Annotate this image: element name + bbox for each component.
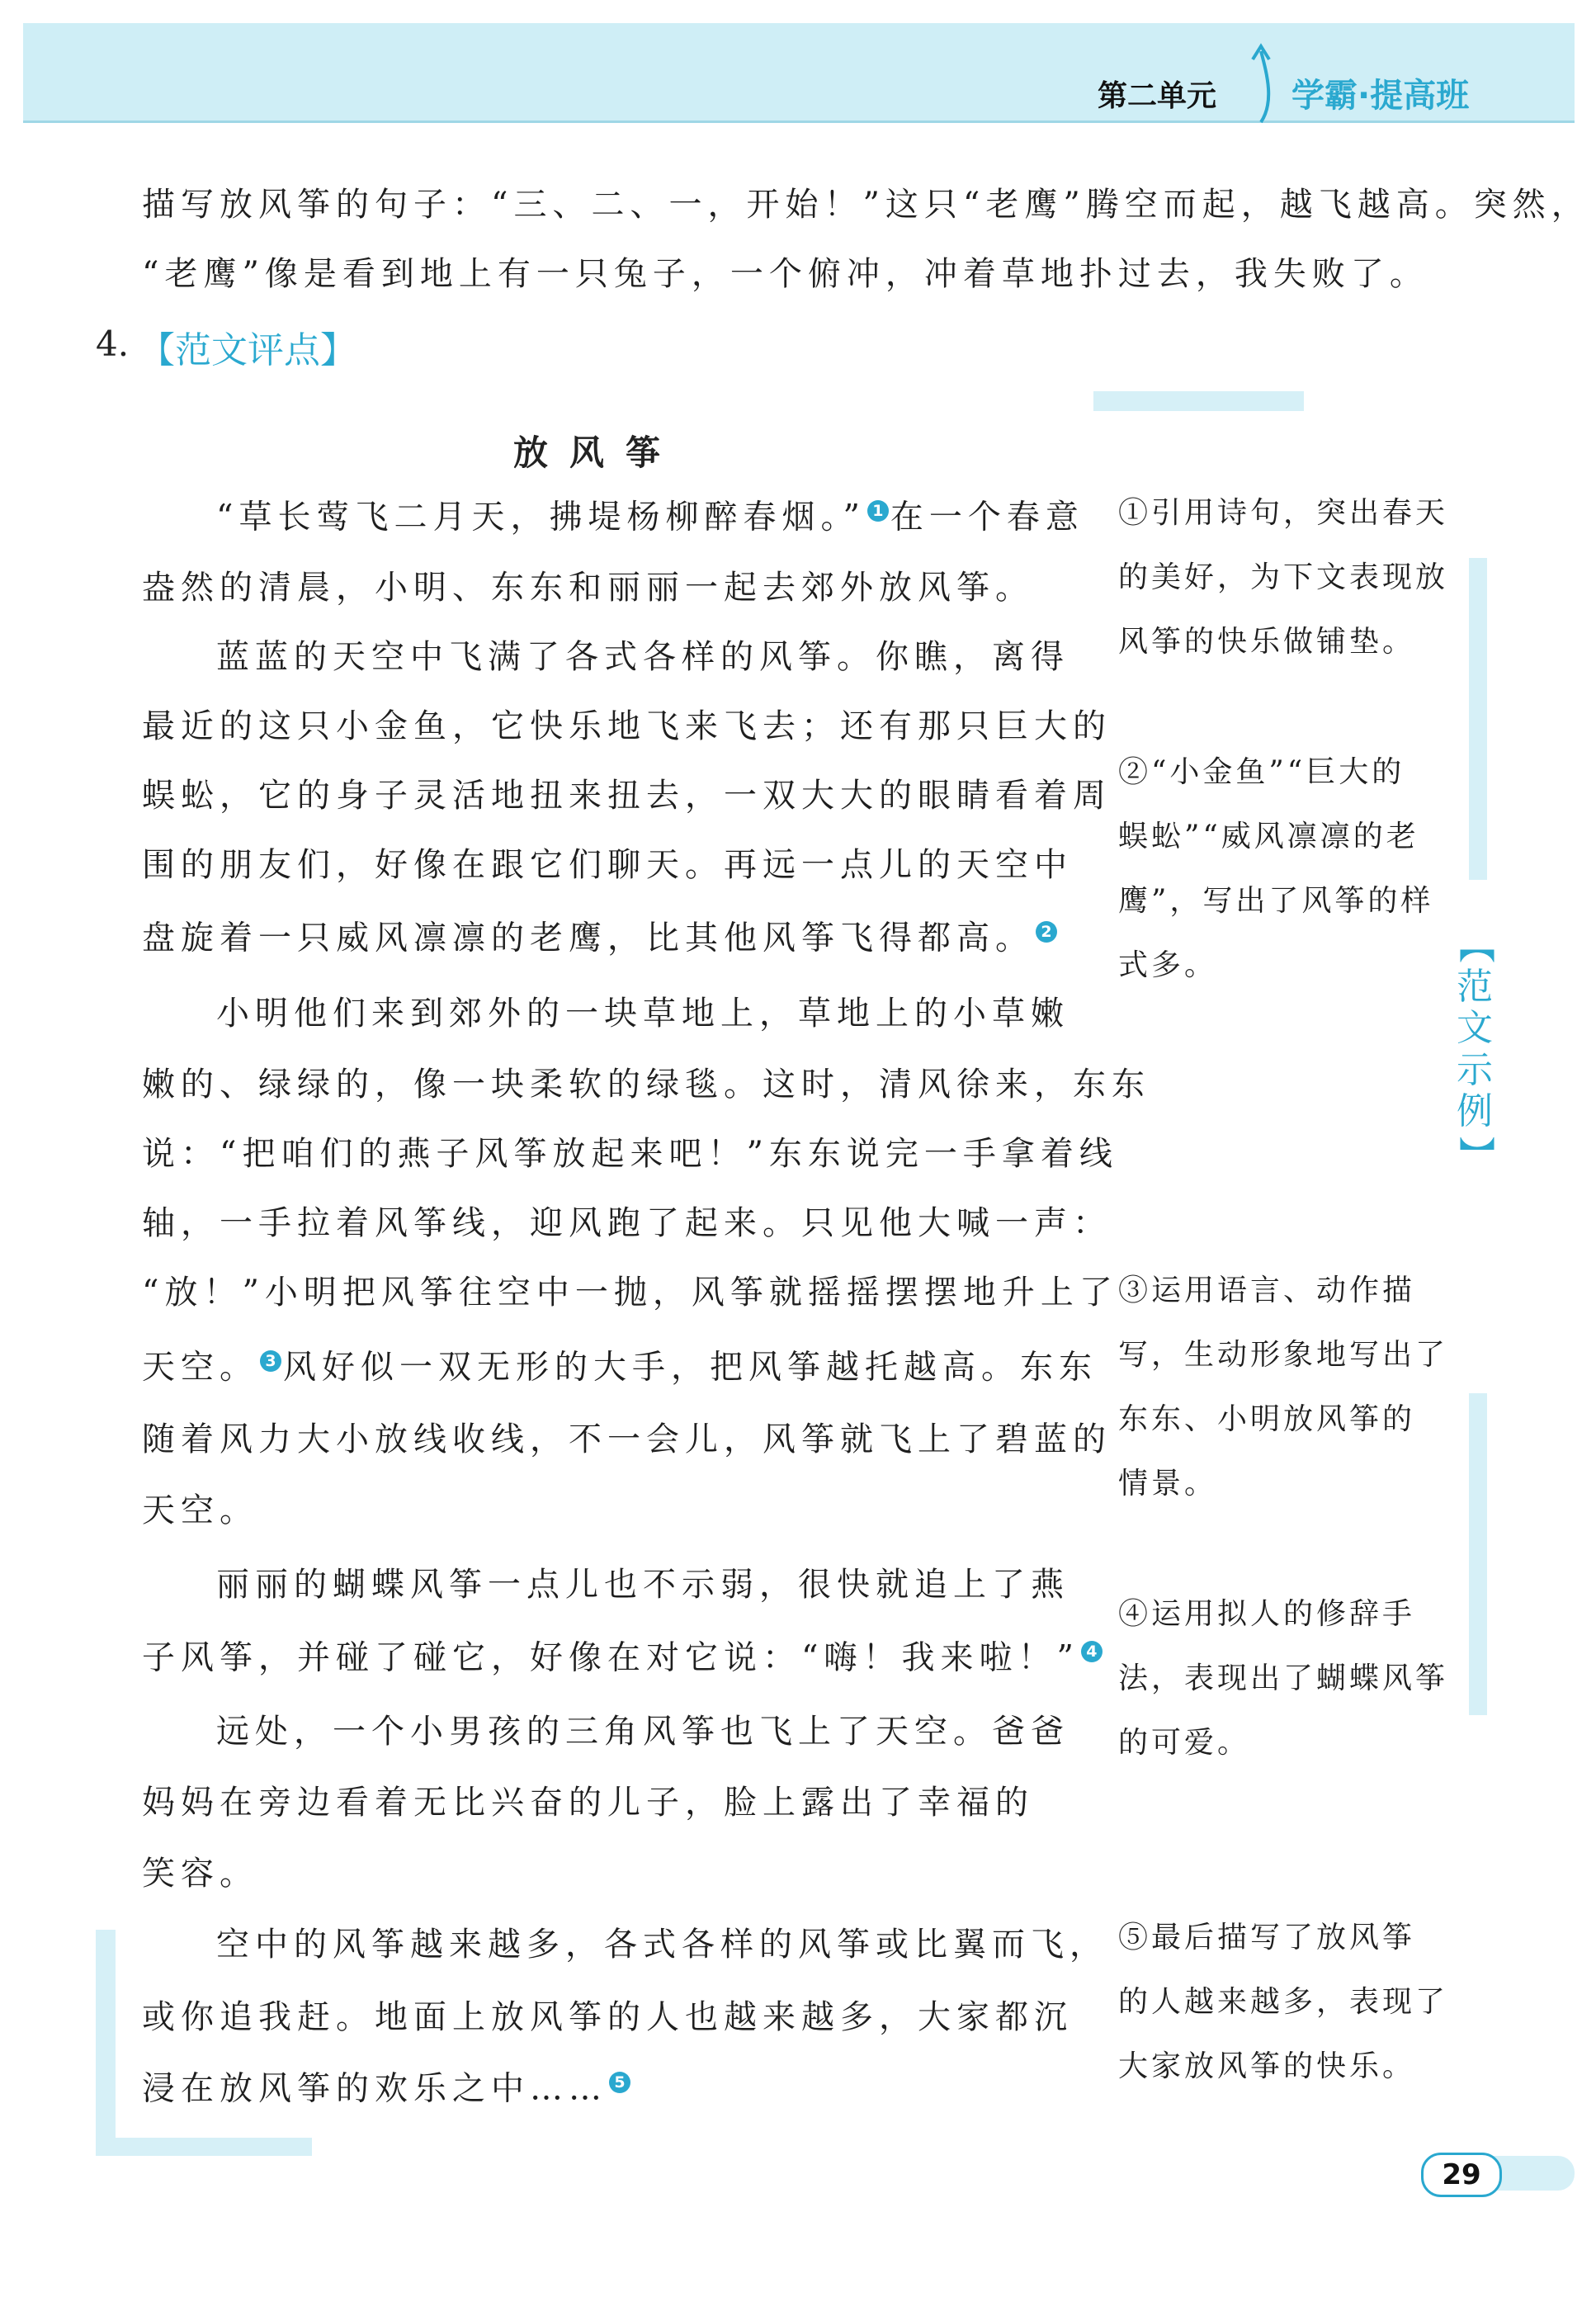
annotation-marker-3: 3 bbox=[260, 1350, 281, 1372]
note-1-line: 风筝的快乐做铺垫。 bbox=[1118, 625, 1416, 659]
note-2-line: 式多。 bbox=[1118, 948, 1218, 982]
side-bar-top bbox=[1469, 558, 1487, 880]
essay-line: 或你追我赶。地面上放风筝的人也越来越多，大家都沉 bbox=[142, 1998, 1073, 2036]
essay-line: 子风筝，并碰了碰它，好像在对它说：“嗨！我来啦！” 4 bbox=[142, 1641, 1104, 1674]
essay-line: 丽丽的蝴蝶风筝一点儿也不示弱，很快就追上了燕 bbox=[216, 1566, 1070, 1604]
note-1-line: ①引用诗句，突出春天 bbox=[1118, 496, 1449, 530]
note-3-line: 情景。 bbox=[1118, 1467, 1218, 1501]
essay-line: 蜈蚣，它的身子灵活地扭来扭去，一双大大的眼睛看着周 bbox=[142, 777, 1112, 815]
essay-line: 笑容。 bbox=[142, 1855, 258, 1893]
annotation-marker-1: 1 bbox=[867, 500, 889, 522]
note-3-line: 写，生动形象地写出了 bbox=[1118, 1338, 1449, 1372]
essay-line: 空中的风筝越来越多，各式各样的风筝或比翼而飞， bbox=[216, 1926, 1108, 1964]
essay-line: 嫩的、绿绿的，像一块柔软的绿毯。这时，清风徐来，东东 bbox=[142, 1066, 1150, 1104]
annotation-marker-2: 2 bbox=[1036, 921, 1057, 943]
brand-label: 学霸·提高班 bbox=[1291, 77, 1470, 115]
note-2-line: ②“小金鱼”“巨大的 bbox=[1118, 755, 1405, 789]
essay-line: 小明他们来到郊外的一块草地上，草地上的小草嫩 bbox=[216, 995, 1070, 1033]
item-number: 4. bbox=[96, 324, 130, 364]
note-1-line: 的美好，为下文表现放 bbox=[1118, 560, 1449, 594]
note-3-line: 东东、小明放风筝的 bbox=[1118, 1402, 1416, 1436]
note-5-line: 的人越来越多，表现了 bbox=[1118, 1985, 1449, 2019]
corner-decoration-horizontal bbox=[96, 2138, 312, 2156]
note-2-line: 鹰”，写出了风筝的样 bbox=[1118, 884, 1434, 918]
side-bar-bottom bbox=[1469, 1393, 1487, 1715]
note-4-line: ④运用拟人的修辞手 bbox=[1118, 1597, 1416, 1631]
note-4-line: 的可爱。 bbox=[1118, 1726, 1251, 1760]
essay-line: 盎然的清晨，小明、东东和丽丽一起去郊外放风筝。 bbox=[142, 569, 1034, 607]
item-tag: 【范文评点】 bbox=[139, 329, 357, 371]
essay-line: “草长莺飞二月天，拂堤杨柳醉春烟。” 1 在一个春意 bbox=[216, 498, 1084, 536]
note-5-line: 大家放风筝的快乐。 bbox=[1118, 2049, 1416, 2083]
note-5-line: ⑤最后描写了放风筝 bbox=[1118, 1921, 1416, 1954]
annotation-marker-5: 5 bbox=[609, 2072, 630, 2093]
essay-line: 妈妈在旁边看着无比兴奋的儿子，脸上露出了幸福的 bbox=[142, 1784, 1034, 1822]
side-tab-label: 【 范 文 示 例 】 bbox=[1454, 927, 1497, 1173]
essay-line: 盘旋着一只威风凛凛的老鹰，比其他风筝飞得都高。 2 bbox=[142, 921, 1059, 954]
essay-line: 最近的这只小金鱼，它快乐地飞来飞去；还有那只巨大的 bbox=[142, 707, 1112, 745]
note-2-line: 蜈蚣”“威风凛凛的老 bbox=[1118, 820, 1419, 853]
note-4-line: 法，表现出了蝴蝶风筝 bbox=[1118, 1661, 1449, 1695]
intro-line-2: “老鹰”像是看到地上有一只兔子，一个俯冲，冲着草地扑过去，我失败了。 bbox=[142, 255, 1428, 293]
page-number: 29 bbox=[1421, 2153, 1502, 2197]
essay-line: 围的朋友们，好像在跟它们聊天。再远一点儿的天空中 bbox=[142, 846, 1073, 884]
essay-line: 天空。 bbox=[142, 1491, 258, 1529]
essay-line: 浸在放风筝的欢乐之中…… 5 bbox=[142, 2072, 632, 2105]
essay-title: 放风筝 bbox=[513, 432, 682, 473]
brand-arrow-icon bbox=[1238, 43, 1287, 124]
essay-line: 随着风力大小放线收线，不一会儿，风筝就飞上了碧蓝的 bbox=[142, 1420, 1112, 1458]
essay-line: 说：“把咱们的燕子风筝放起来吧！”东东说完一手拿着线 bbox=[142, 1135, 1118, 1173]
note-3-line: ③运用语言、动作描 bbox=[1118, 1274, 1416, 1307]
unit-label: 第二单元 bbox=[1098, 79, 1217, 113]
corner-decoration-vertical bbox=[96, 1930, 116, 2148]
essay-line: 蓝蓝的天空中飞满了各式各样的风筝。你瞧，离得 bbox=[216, 638, 1070, 676]
essay-line: 天空。 3 风好似一双无形的大手，把风筝越托越高。东东 bbox=[142, 1348, 1098, 1387]
annotation-marker-4: 4 bbox=[1081, 1641, 1103, 1662]
essay-line: 轴，一手拉着风筝线，迎风跑了起来。只见他大喊一声： bbox=[142, 1204, 1112, 1242]
essay-line: 远处，一个小男孩的三角风筝也飞上了天空。爸爸 bbox=[216, 1713, 1070, 1751]
title-band bbox=[1093, 391, 1304, 411]
essay-line: “放！”小明把风筝往空中一抛，风筝就摇摇摆摆地升上了 bbox=[142, 1274, 1118, 1312]
intro-line-1: 描写放风筝的句子：“三、二、一，开始！”这只“老鹰”腾空而起，越飞越高。突然， bbox=[142, 186, 1590, 224]
